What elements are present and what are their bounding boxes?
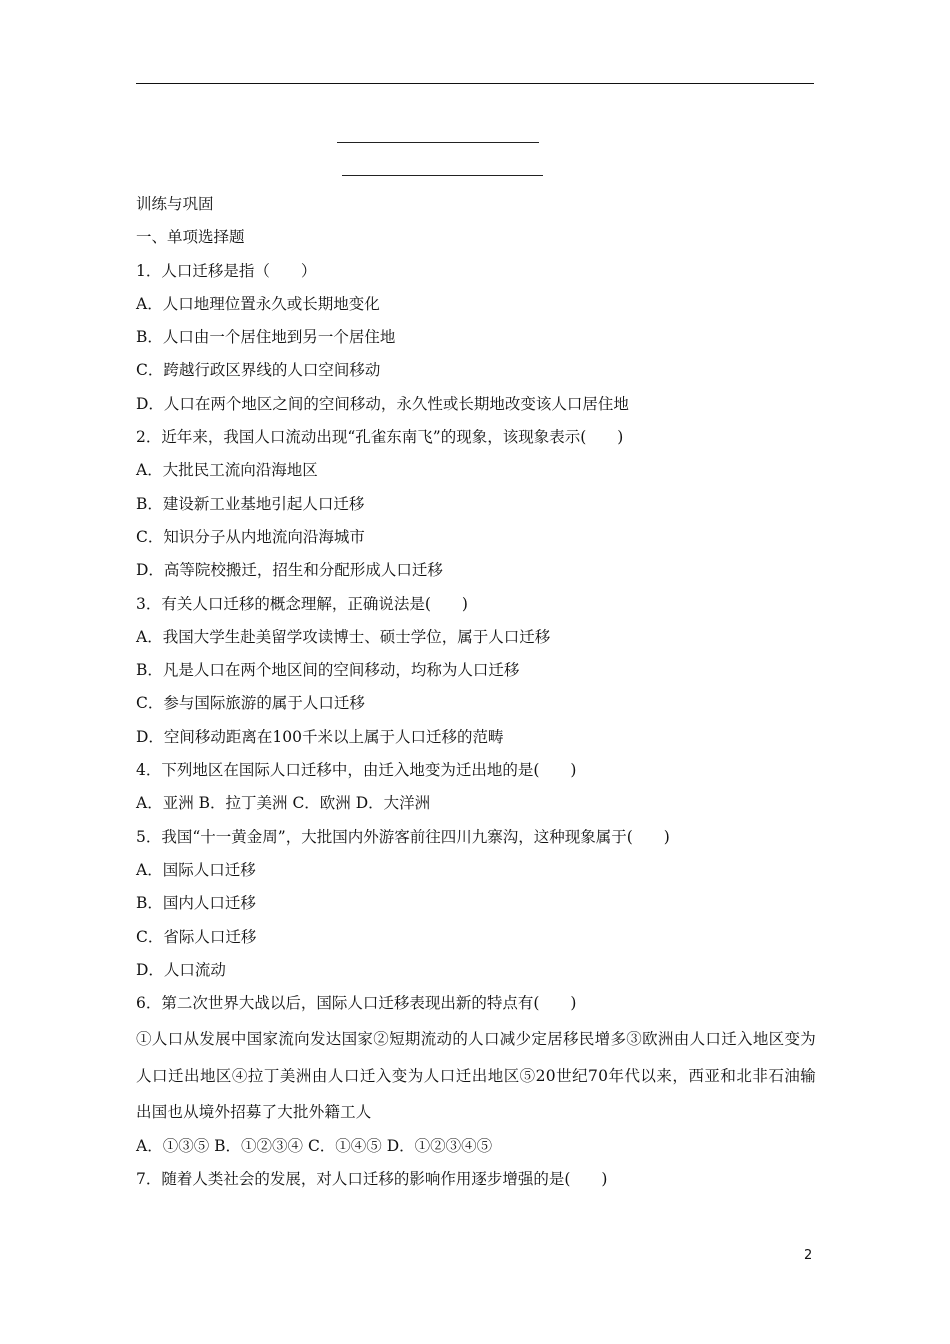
- option: C．跨越行政区界线的人口空间移动: [136, 361, 381, 380]
- option: A．国际人口迁移: [136, 860, 256, 879]
- part-title: 一、单项选择题: [136, 228, 245, 247]
- option: D．人口流动: [136, 960, 226, 979]
- question-stem: 5．我国“十一黄金周”，大批国内外游客前往四川九寨沟，这种现象属于( ): [136, 827, 670, 846]
- option: A．①③⑤ B．①②③④ C．①④⑤ D．①②③④⑤: [136, 1136, 493, 1155]
- option: B．国内人口迁移: [136, 894, 256, 913]
- question-5: [136, 822, 816, 988]
- option: B．人口由一个居住地到另一个居住地: [136, 328, 396, 347]
- option: D．人口在两个地区之间的空间移动，永久性或长期地改变该人口居住地: [136, 394, 629, 413]
- question-2: [136, 422, 816, 588]
- question-3: [136, 589, 816, 755]
- header-rule: [136, 83, 814, 84]
- question-stem: 2．近年来，我国人口流动出现“孔雀东南飞”的现象，该现象表示( ): [136, 428, 624, 447]
- document-body: [136, 189, 816, 1198]
- question-stem: 6．第二次世界大战以后，国际人口迁移表现出新的特点有( ): [136, 994, 577, 1013]
- option: C．参与国际旅游的属于人口迁移: [136, 694, 365, 713]
- option: B．建设新工业基地引起人口迁移: [136, 494, 365, 513]
- option: C．省际人口迁移: [136, 927, 257, 946]
- question-stem: 4．下列地区在国际人口迁移中，由迁入地变为迁出地的是( ): [136, 761, 577, 780]
- question-stem: 1．人口迁移是指（ ）: [136, 261, 317, 280]
- question-1: [136, 256, 816, 422]
- question-7: [136, 1164, 816, 1197]
- blank-line: [337, 142, 539, 143]
- option: B．凡是人口在两个地区间的空间移动，均称为人口迁移: [136, 661, 520, 680]
- option: D．高等院校搬迁，招生和分配形成人口迁移: [136, 561, 443, 580]
- page-number: 2: [804, 1248, 813, 1263]
- question-stem: 7．随着人类社会的发展，对人口迁移的影响作用逐步增强的是( ): [136, 1170, 608, 1189]
- question-4: [136, 755, 816, 822]
- blank-line: [342, 175, 543, 176]
- section-title: 训练与巩固: [136, 195, 214, 213]
- option: A．亚洲 B．拉丁美洲 C．欧洲 D．大洋洲: [136, 794, 431, 813]
- option: A．人口地理位置永久或长期地变化: [136, 294, 380, 313]
- question-stem: 3．有关人口迁移的概念理解，正确说法是( ): [136, 594, 468, 613]
- option: A．我国大学生赴美留学攻读博士、硕士学位，属于人口迁移: [136, 627, 551, 646]
- question-6: [136, 988, 816, 1164]
- option: D．空间移动距离在100千米以上属于人口迁移的范畴: [136, 727, 504, 746]
- question-body: ①人口从发展中国家流向发达国家②短期流动的人口减少定居移民增多③欧洲由人口迁入地区变为人口迁出地区④拉丁美洲由人口迁入变为人口迁出地区⑤20世纪70年代以来，西亚和北非石油输出国也从境外招募了大批外籍工人: [136, 1030, 816, 1122]
- option: A．大批民工流向沿海地区: [136, 461, 318, 480]
- option: C．知识分子从内地流向沿海城市: [136, 527, 365, 546]
